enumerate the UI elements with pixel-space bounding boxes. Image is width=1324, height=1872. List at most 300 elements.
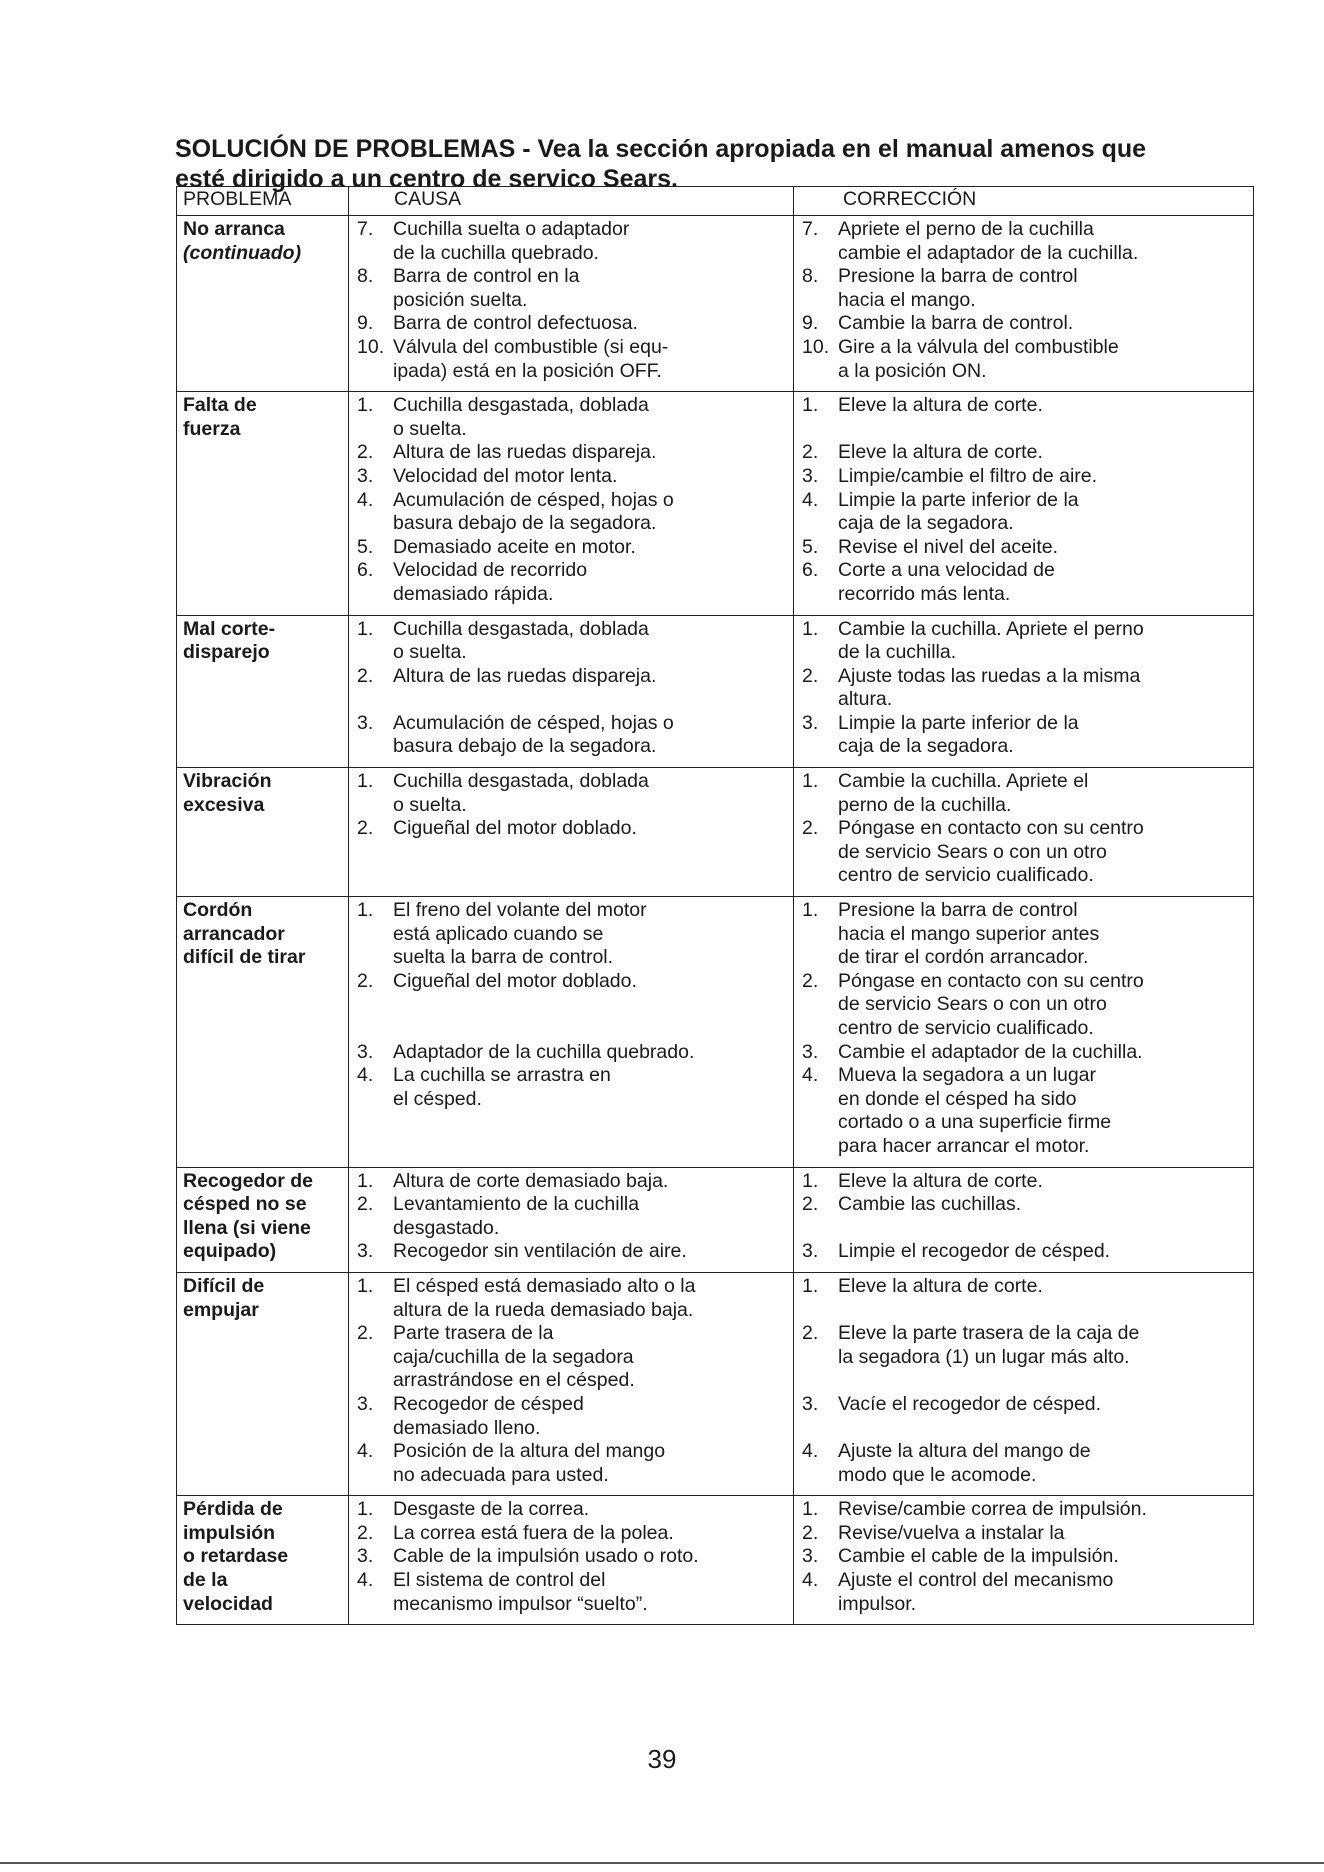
correction-number: 3. [802, 464, 819, 487]
correction-item [802, 1569, 1251, 1616]
cause-text [393, 618, 791, 665]
cause-text [393, 970, 791, 1041]
correction-text [838, 441, 1251, 465]
cause-line: ipada) está en la posición OFF. [393, 359, 662, 382]
cause-text [393, 1240, 791, 1264]
cause-line: El césped está demasiado alto o la [393, 1274, 696, 1297]
cause-item [357, 1440, 791, 1487]
correction-line: hacia el mango. [838, 288, 976, 311]
correction-item [802, 312, 1251, 336]
problem-cell [177, 216, 349, 392]
correction-item [802, 1393, 1251, 1440]
correction-line: Eleve la altura de corte. [838, 1169, 1043, 1192]
correction-line: Gire a la válvula del combustible [838, 335, 1119, 358]
cause-number: 4. [357, 1064, 374, 1087]
cause-line: El freno del volante del motor [393, 899, 647, 922]
cause-line: Recogedor de césped [393, 1392, 584, 1415]
correction-line: altura. [838, 688, 893, 711]
cause-line: Levantamiento de la cuchilla [393, 1193, 640, 1216]
correction-number: 5. [802, 535, 819, 558]
correction-text [838, 770, 1251, 817]
correction-text [838, 1569, 1251, 1616]
problem-cell [177, 1272, 349, 1495]
correction-line: Cambie la cuchilla. Apriete el [838, 770, 1089, 793]
correction-number: 6. [802, 559, 819, 582]
correction-line [838, 1299, 1251, 1323]
correction-number: 2. [802, 817, 819, 840]
correction-line: Cambie el adaptador de la cuchilla. [838, 1040, 1143, 1063]
correction-text [838, 1275, 1251, 1322]
cause-line: de la cuchilla quebrado. [393, 241, 599, 264]
cause-line: Cigueñal del motor doblado. [393, 969, 637, 992]
correction-number: 7. [802, 218, 819, 240]
cause-line: La cuchilla se arrastra en [393, 1064, 611, 1087]
correction-cell [794, 392, 1254, 615]
problem-cell [177, 1167, 349, 1272]
correction-text [838, 618, 1251, 665]
problem-line: llena (si viene [183, 1216, 311, 1239]
cause-text [393, 336, 791, 383]
column-header-causa: CAUSA [349, 187, 794, 216]
problem-line: arrancador [183, 922, 285, 945]
correction-text [838, 1393, 1251, 1440]
cause-item [357, 394, 791, 441]
cause-item [357, 465, 791, 489]
correction-number: 2. [802, 441, 819, 464]
cause-number: 2. [357, 969, 374, 992]
problem-line: de la [183, 1569, 228, 1592]
correction-text [838, 1193, 1251, 1240]
cause-item [357, 1322, 791, 1393]
problem-cell [177, 897, 349, 1168]
cause-line: La correa está fuera de la polea. [393, 1521, 674, 1544]
correction-line: Cambie la cuchilla. Apriete el perno [838, 617, 1144, 640]
cause-number: 3. [357, 1545, 374, 1568]
cause-text [393, 712, 791, 759]
cause-text [393, 394, 791, 441]
correction-cell [794, 216, 1254, 392]
cause-line: basura debajo de la segadora. [393, 735, 657, 758]
cause-line: basura debajo de la segadora. [393, 512, 657, 535]
problem-line: Pérdida de [183, 1498, 283, 1521]
problem-line: Cordón [183, 899, 253, 922]
cause-item [357, 665, 791, 712]
correction-line: Ajuste todas las ruedas a la misma [838, 664, 1141, 687]
cause-line: El sistema de control del [393, 1569, 606, 1592]
cause-number: 2. [357, 1322, 374, 1345]
cause-text [393, 312, 791, 336]
correction-number: 2. [802, 969, 819, 992]
correction-line: Póngase en contacto con su centro [838, 817, 1144, 840]
correction-text [838, 1440, 1251, 1487]
correction-item [802, 1240, 1251, 1264]
correction-item [802, 1275, 1251, 1322]
cause-line: está aplicado cuando se [393, 922, 604, 945]
problem-cell [177, 615, 349, 768]
cause-line: Cuchilla desgastada, doblada [393, 394, 649, 417]
problem-line: velocidad [183, 1592, 273, 1615]
cause-text [393, 1545, 791, 1569]
cause-line: Cable de la impulsión usado o roto. [393, 1545, 699, 1568]
correction-cell [794, 615, 1254, 768]
correction-item [802, 1041, 1251, 1065]
correction-number: 3. [802, 1392, 819, 1415]
cause-line: Cuchilla desgastada, doblada [393, 617, 649, 640]
cause-text [393, 665, 791, 712]
cause-item [357, 712, 791, 759]
correction-line: Cambie el cable de la impulsión. [838, 1545, 1119, 1568]
cause-item [357, 1170, 791, 1194]
correction-item [802, 489, 1251, 536]
correction-line: perno de la cuchilla. [838, 793, 1012, 816]
cause-text [393, 817, 791, 841]
correction-number: 9. [802, 312, 819, 335]
table-header-row [177, 187, 1254, 216]
correction-text [838, 336, 1251, 383]
correction-cell [794, 897, 1254, 1168]
cause-number: 2. [357, 1521, 374, 1544]
cause-text [393, 1522, 791, 1546]
cause-text [393, 1170, 791, 1194]
cause-text [393, 1064, 791, 1111]
cause-item [357, 218, 791, 265]
cause-item [357, 817, 791, 841]
correction-cell [794, 1167, 1254, 1272]
cause-number: 2. [357, 441, 374, 464]
cause-item [357, 1569, 791, 1616]
problem-line: fuerza [183, 417, 241, 440]
correction-number: 1. [802, 1274, 819, 1297]
correction-line: a la posición ON. [838, 359, 987, 382]
correction-item [802, 1322, 1251, 1393]
cause-line: o suelta. [393, 417, 467, 440]
correction-line: Revise/vuelva a instalar la [838, 1521, 1065, 1544]
cause-line: Barra de control defectuosa. [393, 312, 638, 335]
cause-line [393, 1017, 791, 1041]
table-row [177, 1496, 1254, 1625]
correction-number: 1. [802, 617, 819, 640]
correction-line: Ajuste el control del mecanismo [838, 1569, 1114, 1592]
correction-line: Limpie/cambie el filtro de aire. [838, 464, 1098, 487]
correction-line: la segadora (1) un lugar más alto. [838, 1345, 1130, 1368]
cause-item [357, 336, 791, 383]
cause-number: 3. [357, 711, 374, 734]
correction-line: centro de servicio cualificado. [838, 1017, 1094, 1039]
correction-text [838, 1322, 1251, 1393]
cause-line: Velocidad de recorrido [393, 559, 588, 582]
cause-text [393, 536, 791, 560]
correction-text [838, 536, 1251, 560]
correction-number: 2. [802, 1322, 819, 1345]
problem-line: equipado) [183, 1240, 277, 1263]
table-row [177, 897, 1254, 1168]
correction-text [838, 970, 1251, 1041]
cause-line: Altura de corte demasiado baja. [393, 1169, 669, 1192]
correction-number: 4. [802, 1569, 819, 1592]
correction-text [838, 1522, 1251, 1546]
cause-line: Cigueñal del motor doblado. [393, 817, 637, 840]
correction-item [802, 536, 1251, 560]
cause-text [393, 441, 791, 465]
cause-item [357, 1041, 791, 1065]
correction-line: Presione la barra de control [838, 899, 1078, 922]
table-row [177, 768, 1254, 897]
cause-line: arrastrándose en el césped. [393, 1369, 635, 1392]
cause-item [357, 1193, 791, 1240]
correction-item [802, 218, 1251, 265]
correction-line: Limpie la parte inferior de la [838, 711, 1079, 734]
cause-line: Velocidad del motor lenta. [393, 464, 618, 487]
cause-item [357, 1275, 791, 1322]
correction-line: Ajuste la altura del mango de [838, 1440, 1091, 1463]
table-body [177, 216, 1254, 1625]
problem-line: Vibración [183, 770, 272, 793]
correction-line: Limpie el recogedor de césped. [838, 1240, 1111, 1263]
correction-line: de tirar el cordón arrancador. [838, 946, 1089, 969]
table-row [177, 615, 1254, 768]
problem-line: o retardase [183, 1545, 289, 1568]
correction-cell [794, 1272, 1254, 1495]
cause-item [357, 1545, 791, 1569]
correction-item [802, 1522, 1251, 1546]
heading-line: SOLUCIÓN DE PROBLEMAS - Vea la sección apropiada en el manual amenos que [175, 135, 1147, 163]
cause-item [357, 1064, 791, 1111]
cause-text [393, 1322, 791, 1393]
problem-cell [177, 392, 349, 615]
cause-text [393, 489, 791, 536]
cause-text [393, 465, 791, 489]
correction-item [802, 265, 1251, 312]
cause-number: 4. [357, 1569, 374, 1592]
cause-cell [349, 216, 794, 392]
cause-number: 4. [357, 1440, 374, 1463]
cause-line: desgastado. [393, 1216, 500, 1239]
correction-line: Revise/cambie correa de impulsión. [838, 1498, 1147, 1521]
cause-number: 2. [357, 1193, 374, 1216]
cause-number: 8. [357, 265, 374, 288]
correction-line: de servicio Sears o con un otro [838, 993, 1107, 1016]
cause-line: posición suelta. [393, 288, 528, 311]
correction-line: caja de la segadora. [838, 512, 1014, 535]
correction-item [802, 559, 1251, 606]
correction-line: cambie el adaptador de la cuchilla. [838, 241, 1139, 264]
cause-cell [349, 897, 794, 1168]
problem-line: empujar [183, 1298, 259, 1321]
problem-line: (continuado) [183, 241, 302, 264]
correction-line: hacia el mango superior antes [838, 922, 1100, 945]
correction-item [802, 770, 1251, 817]
correction-item [802, 618, 1251, 665]
correction-number: 10. [802, 335, 830, 358]
cause-number: 3. [357, 464, 374, 487]
cause-item [357, 536, 791, 560]
column-header-problema: PROBLEMA [177, 187, 349, 216]
correction-text [838, 312, 1251, 336]
problem-line: excesiva [183, 793, 265, 816]
cause-number: 6. [357, 559, 374, 582]
cause-number: 5. [357, 535, 374, 558]
correction-line: Eleve la altura de corte. [838, 1274, 1043, 1297]
correction-line: Limpie la parte inferior de la [838, 488, 1079, 511]
correction-item [802, 394, 1251, 441]
correction-line [838, 418, 1251, 442]
correction-line: Eleve la altura de corte. [838, 394, 1043, 417]
column-header-correccion: CORRECCIÓN [794, 187, 1254, 216]
cause-text [393, 899, 791, 970]
cause-item [357, 559, 791, 606]
table-row [177, 216, 1254, 392]
cause-text [393, 1193, 791, 1240]
correction-text [838, 218, 1251, 265]
correction-number: 2. [802, 1521, 819, 1544]
cause-item [357, 1393, 791, 1440]
correction-text [838, 1240, 1251, 1264]
correction-line: en donde el césped ha sido [838, 1087, 1077, 1110]
correction-number: 4. [802, 488, 819, 511]
correction-line: Presione la barra de control [838, 265, 1078, 288]
cause-line: Acumulación de césped, hojas o [393, 711, 674, 734]
correction-line: Corte a una velocidad de [838, 559, 1055, 582]
cause-cell [349, 615, 794, 768]
cause-line: Adaptador de la cuchilla quebrado. [393, 1040, 695, 1063]
cause-number: 1. [357, 394, 374, 417]
correction-item [802, 817, 1251, 888]
cause-number: 3. [357, 1392, 374, 1415]
cause-number: 3. [357, 1240, 374, 1263]
correction-line: Eleve la parte trasera de la caja de [838, 1322, 1140, 1345]
cause-item [357, 441, 791, 465]
correction-item [802, 899, 1251, 970]
cause-number: 2. [357, 664, 374, 687]
correction-item [802, 441, 1251, 465]
correction-number: 4. [802, 1440, 819, 1463]
correction-line: Póngase en contacto con su centro [838, 969, 1144, 992]
correction-item [802, 712, 1251, 759]
correction-number: 8. [802, 265, 819, 288]
cause-text [393, 1041, 791, 1065]
correction-item [802, 1545, 1251, 1569]
cause-item [357, 489, 791, 536]
cause-item [357, 1240, 791, 1264]
cause-item [357, 970, 791, 1041]
correction-number: 3. [802, 1040, 819, 1063]
correction-line [838, 1417, 1251, 1441]
cause-line: Desgaste de la correa. [393, 1498, 590, 1521]
correction-text [838, 1498, 1251, 1522]
cause-item [357, 312, 791, 336]
cause-item [357, 1522, 791, 1546]
correction-text [838, 394, 1251, 441]
cause-line: Altura de las ruedas dispareja. [393, 664, 657, 687]
correction-line: de la cuchilla. [838, 641, 957, 664]
correction-line [838, 1217, 1251, 1241]
correction-number: 1. [802, 899, 819, 922]
cause-line: Acumulación de césped, hojas o [393, 488, 674, 511]
correction-item [802, 336, 1251, 383]
correction-number: 1. [802, 770, 819, 793]
cause-cell [349, 1496, 794, 1625]
correction-text [838, 817, 1251, 888]
cause-line: Altura de las ruedas dispareja. [393, 441, 657, 464]
correction-line: para hacer arrancar el motor. [838, 1134, 1090, 1157]
cause-text [393, 1393, 791, 1440]
correction-text [838, 1041, 1251, 1065]
cause-number: 10. [357, 335, 385, 358]
table-row [177, 1167, 1254, 1272]
correction-number: 3. [802, 1240, 819, 1263]
cause-line: el césped. [393, 1087, 482, 1110]
cause-line: Parte trasera de la [393, 1322, 554, 1345]
problem-line: Mal corte- [183, 617, 276, 640]
correction-line: Vacíe el recogedor de césped. [838, 1392, 1102, 1415]
cause-cell [349, 768, 794, 897]
correction-text [838, 665, 1251, 712]
cause-item [357, 618, 791, 665]
cause-line: no adecuada para usted. [393, 1463, 609, 1486]
correction-line: impulsor. [838, 1592, 917, 1615]
cause-number: 2. [357, 817, 374, 840]
correction-line: centro de servicio cualificado. [838, 864, 1094, 887]
troubleshooting-table [176, 186, 1254, 1625]
heading-line: esté dirigido a un centro de servico Sears. [175, 165, 678, 193]
correction-number: 2. [802, 1193, 819, 1216]
correction-line: Mueva la segadora a un lugar [838, 1064, 1097, 1087]
cause-text [393, 265, 791, 312]
cause-item [357, 770, 791, 817]
correction-number: 4. [802, 1064, 819, 1087]
problem-cell [177, 1496, 349, 1625]
problem-line: Falta de [183, 394, 257, 417]
correction-item [802, 1170, 1251, 1194]
correction-line: cortado o a una superficie firme [838, 1111, 1112, 1134]
correction-line: Revise el nivel del aceite. [838, 535, 1059, 558]
cause-item [357, 899, 791, 970]
correction-number: 3. [802, 711, 819, 734]
correction-line: modo que le acomode. [838, 1463, 1037, 1486]
correction-text [838, 265, 1251, 312]
correction-item [802, 1440, 1251, 1487]
cause-number: 1. [357, 617, 374, 640]
cause-line: mecanismo impulsor “suelto”. [393, 1592, 648, 1615]
cause-cell [349, 1167, 794, 1272]
cause-line: Válvula del combustible (si equ- [393, 335, 669, 358]
correction-line: Cambie las cuchillas. [838, 1193, 1022, 1216]
cause-text [393, 559, 791, 606]
cause-text [393, 770, 791, 817]
cause-line [393, 688, 791, 712]
correction-item [802, 1064, 1251, 1158]
cause-text [393, 218, 791, 265]
cause-number: 7. [357, 218, 374, 240]
cause-line: o suelta. [393, 793, 467, 816]
correction-text [838, 712, 1251, 759]
cause-number: 4. [357, 488, 374, 511]
correction-line: Apriete el perno de la cuchilla [838, 218, 1094, 240]
correction-number: 1. [802, 1498, 819, 1521]
cause-line: Cuchilla suelta o adaptador [393, 218, 630, 240]
cause-line: Barra de control en la [393, 265, 580, 288]
cause-line: Recogedor sin ventilación de aire. [393, 1240, 687, 1263]
cause-text [393, 1498, 791, 1522]
problem-line: difícil de tirar [183, 946, 306, 969]
table-row [177, 392, 1254, 615]
cause-number: 3. [357, 1040, 374, 1063]
problem-line: impulsión [183, 1521, 276, 1544]
correction-line: caja de la segadora. [838, 735, 1014, 758]
cause-item [357, 265, 791, 312]
cause-text [393, 1569, 791, 1616]
correction-item [802, 1498, 1251, 1522]
